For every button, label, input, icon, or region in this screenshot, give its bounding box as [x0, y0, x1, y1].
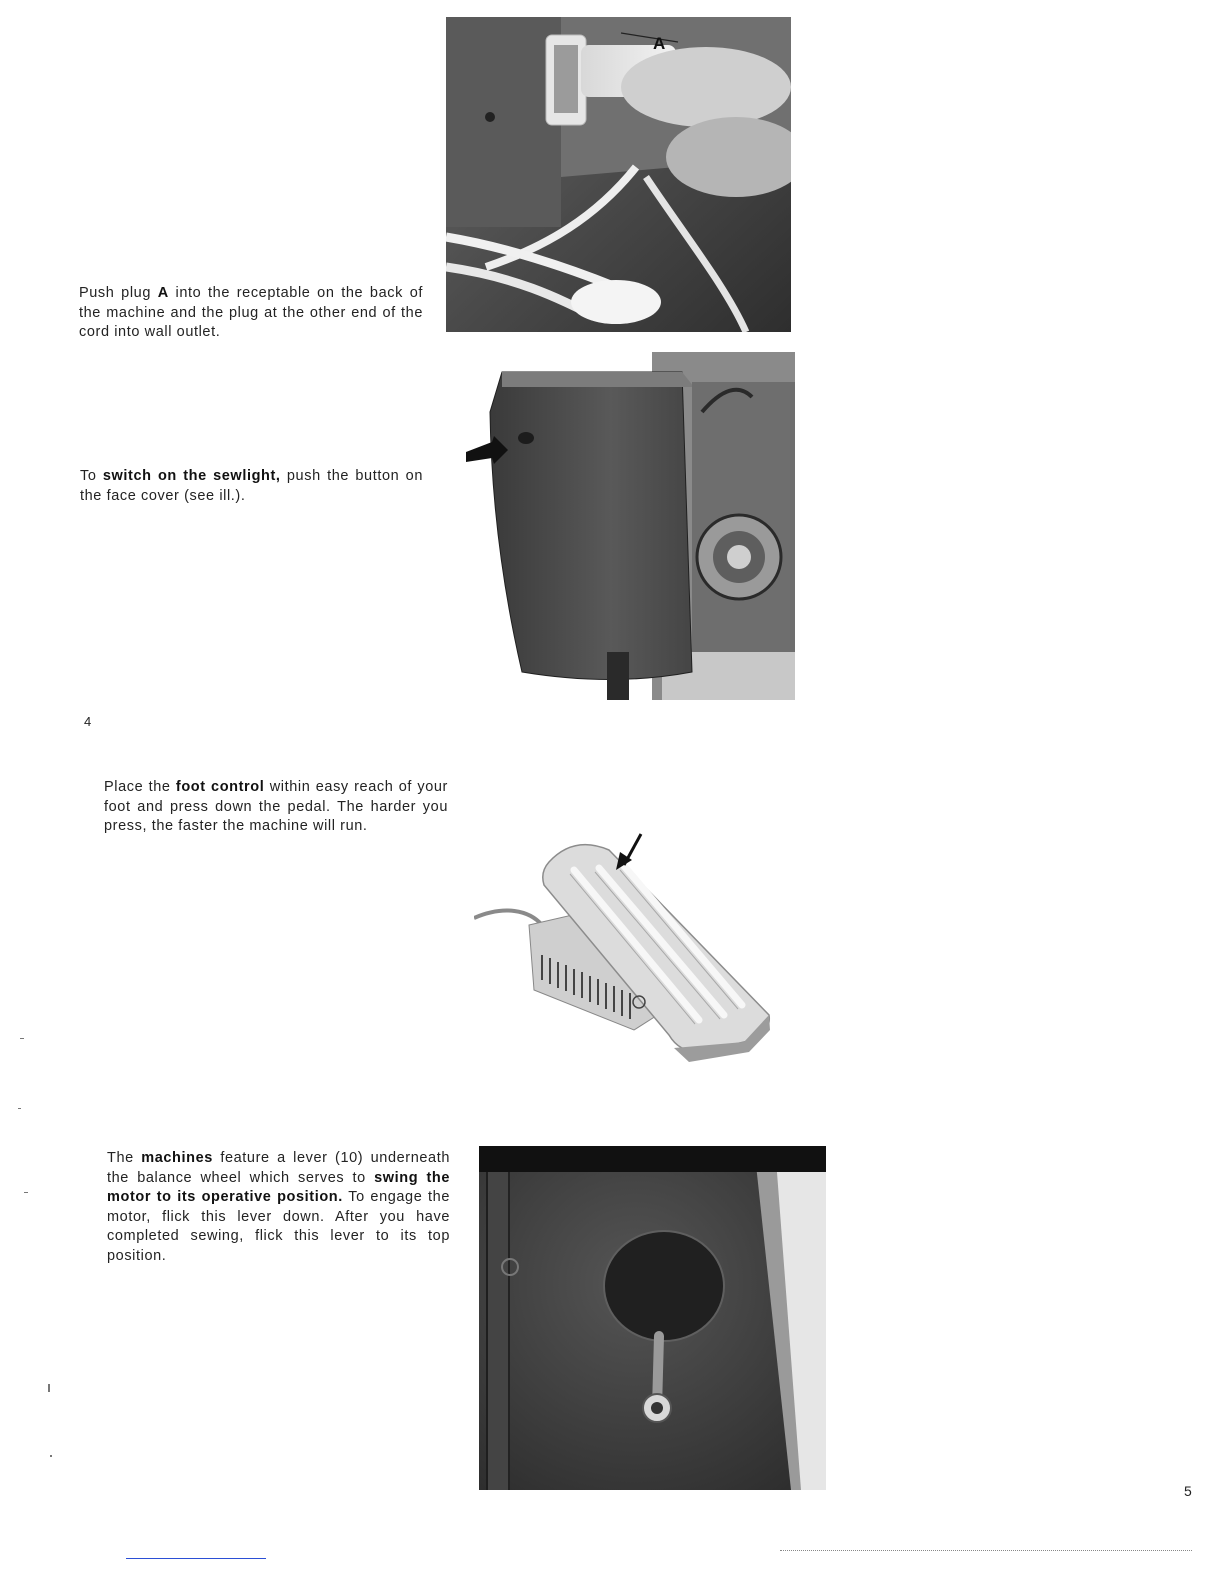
plug-instruction: Push plug A into the receptable on the back of the machine and the plug at the other end of the cord into wall outlet.: [79, 285, 423, 340]
scan-speck: [50, 1455, 52, 1457]
scan-speck: [18, 1108, 21, 1109]
sewlight-instruction: To switch on the sewlight, push the button on the face cover (see ill.).: [80, 468, 423, 504]
motor-position-highlight: swing the motor to its operative position.: [107, 1169, 451, 1205]
machines-highlight: machines: [141, 1150, 213, 1166]
scan-speck: [48, 1384, 50, 1392]
sewlight-photo: [462, 352, 795, 700]
foot-control-photo: [474, 830, 774, 1065]
plug-photo: [446, 17, 791, 332]
footer-dotted-rule: [780, 1550, 1192, 1551]
plug-label: A: [157, 285, 169, 301]
scan-speck: [20, 1038, 24, 1039]
scan-speck: [24, 1192, 28, 1193]
motor-lever-photo: [479, 1146, 826, 1490]
motor-lever-instruction: The machines feature a lever (10) underneath the balance wheel which serves to swing the motor to its operative position. To engage the motor, flick this lever down. After you have completed sewing, flick this lever to its top position.: [107, 1150, 451, 1264]
sewlight-highlight: switch on the sewlight,: [102, 468, 281, 484]
foot-control-instruction: Place the foot control within easy reach of your foot and press down the pedal. The harder you press, the faster the machine will run.: [104, 779, 448, 834]
footer-blue-rule: [126, 1558, 266, 1559]
page-number-right: 5: [1184, 1483, 1192, 1499]
page-number-left: 4: [84, 714, 92, 729]
plug-callout-label: A: [653, 34, 666, 53]
foot-control-highlight: foot control: [175, 779, 265, 795]
